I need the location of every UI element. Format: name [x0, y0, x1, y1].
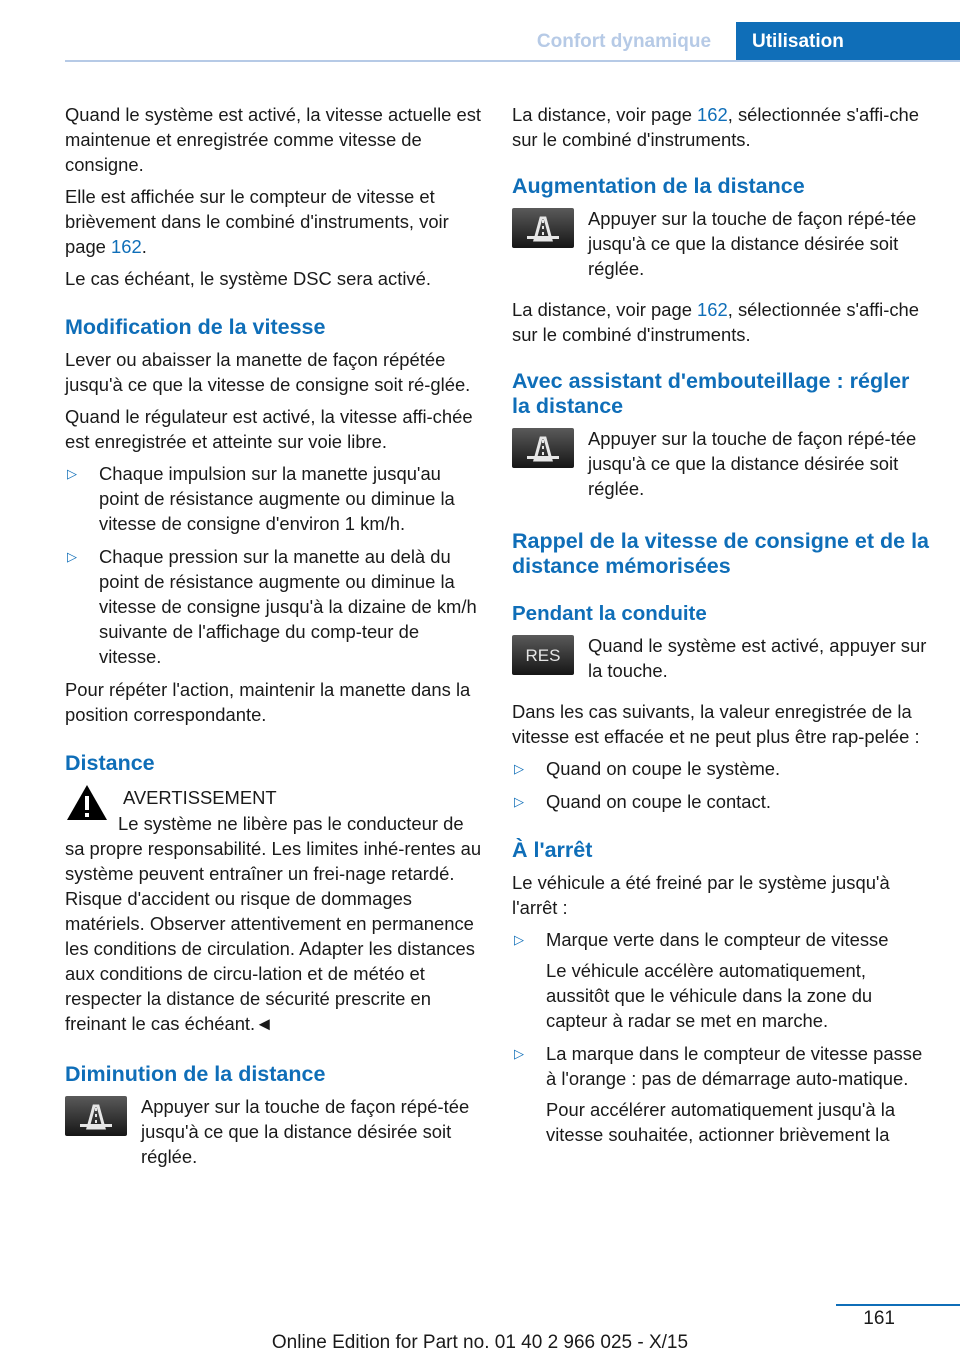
heading-pendant: Pendant la conduite	[512, 602, 707, 625]
bullet-icon: ▷	[514, 794, 524, 809]
road-distance-icon	[525, 434, 561, 462]
res-button-icon	[512, 635, 574, 675]
right-column	[512, 102, 930, 1155]
list-item	[512, 756, 930, 781]
paragraph: Pour répéter l'action, maintenir la manette dans la position correspondante.	[65, 679, 471, 725]
page-header	[0, 0, 960, 62]
distance-button-icon	[65, 1096, 127, 1136]
augmentation-block	[512, 206, 930, 281]
diminution-block	[65, 1094, 483, 1169]
bullet-list	[512, 756, 930, 814]
page-link[interactable]: 162	[697, 299, 728, 320]
paragraph: Le véhicule a été freiné par le système jusqu'à l'arrêt :	[512, 872, 890, 918]
distance-button-icon	[512, 428, 574, 468]
heading-diminution: Diminution de la distance	[65, 1062, 326, 1086]
list-item-detail: Pour accélérer automatiquement jusqu'à la vitesse souhaitée, actionner brièvement la	[546, 1099, 896, 1145]
paragraph-text: .	[141, 236, 147, 257]
res-button-label: RES	[525, 645, 561, 665]
list-item-text: Quand on coupe le système.	[546, 758, 781, 779]
bullet-icon: ▷	[514, 761, 524, 776]
bullet-icon: ▷	[514, 932, 524, 947]
page-link[interactable]: 162	[111, 236, 142, 257]
list-item	[512, 1041, 930, 1147]
bullet-list	[65, 461, 483, 669]
left-column	[65, 102, 483, 1169]
paragraph: Quand le système est activé, la vitesse actuelle est maintenue et enregistrée comme vitesse de consigne.	[65, 104, 482, 175]
paragraph: Appuyer sur la touche de façon répé‐tée jusqu'à ce que la distance désirée soit réglée.	[588, 208, 917, 279]
list-item-text: Chaque pression sur la manette au delà du point de résistance augmente ou diminue la vitesse de consigne jusqu'à la dizaine de km/h suivante de l'affichage du comp‐teur de vitesse.	[99, 546, 477, 667]
heading-distance: Distance	[65, 751, 155, 775]
paragraph: Dans les cas suivants, la valeur enregistrée de la vitesse est effacée et ne peut plus être rap‐pelée :	[512, 701, 920, 747]
list-item	[512, 927, 930, 1033]
heading-augmentation: Augmentation de la distance	[512, 174, 805, 198]
paragraph: Quand le régulateur est activé, la vitesse affi‐chée est enregistrée et atteinte sur voie libre.	[65, 406, 473, 452]
header-rule	[65, 60, 960, 62]
list-item	[512, 789, 930, 814]
chapter-tab[interactable]: Utilisation	[736, 22, 960, 62]
paragraph	[512, 102, 930, 152]
road-distance-icon	[525, 214, 561, 242]
road-distance-icon	[78, 1102, 114, 1130]
paragraph: Quand le système est activé, appuyer sur la touche.	[588, 635, 927, 681]
paragraph-text: La distance, voir page	[512, 104, 698, 125]
distance-button-icon	[512, 208, 574, 248]
paragraph	[512, 297, 930, 347]
list-item-text: Quand on coupe le contact.	[546, 791, 771, 812]
page-footer	[0, 1290, 960, 1362]
paragraph-text: , sélectionnée s'affi‐che sur le combiné d'instruments.	[512, 299, 920, 345]
warning-text	[65, 811, 483, 1036]
list-item	[65, 461, 483, 536]
edition-text: Online Edition for Part no. 01 40 2 966 025 - X/15	[271, 1332, 689, 1353]
pendant-block	[512, 633, 930, 683]
list-item-text: Marque verte dans le compteur de vitesse	[546, 929, 889, 950]
list-item-text: Chaque impulsion sur la manette jusqu'au point de résistance augmente ou diminue la vitesse de consigne d'environ 1 km/h.	[99, 463, 455, 534]
paragraph	[65, 184, 483, 259]
warning-text-body: Le système ne libère pas le conducteur de sa propre responsabilité. Les limites inhé‐rentes au système peuvent entraîner un frei‐nage retardé. Risque d'accident ou risque de dommages matériels. Observer attentivement en permanence les conditions de circulation. Adapter les distances aux conditions de circu‐lation et de météo et respecter la distance de sécurité prescrite en freinant le cas échéant.◄	[65, 813, 482, 1034]
paragraph-text: La distance, voir page	[512, 299, 698, 320]
assistant-block	[512, 426, 930, 501]
page-number: 161	[863, 1308, 895, 1329]
bullet-icon: ▷	[67, 549, 77, 564]
bullet-list	[512, 927, 930, 1147]
bullet-icon: ▷	[514, 1046, 524, 1061]
list-item-detail: Le véhicule accélère automatiquement, aussitôt que le véhicule dans la zone du capteur à radar se met en marche.	[546, 960, 873, 1031]
paragraph: Appuyer sur la touche de façon répé‐tée jusqu'à ce que la distance désirée soit réglée.	[141, 1096, 470, 1167]
heading-rappel: Rappel de la vitesse de consigne et de la distance mémorisées	[512, 529, 930, 578]
paragraph-text: , sélectionnée s'affi‐che sur le combiné d'instruments.	[512, 104, 920, 150]
paragraph-text: Elle est affichée sur le compteur de vitesse et brièvement dans le combiné d'instruments, voir page	[65, 186, 449, 257]
paragraph: Lever ou abaisser la manette de façon répétée jusqu'à ce que la vitesse de consigne soit ré‐glée.	[65, 349, 471, 395]
section-tab[interactable]: Confort dynamique	[536, 31, 712, 52]
bullet-icon: ▷	[67, 466, 77, 481]
page-link[interactable]: 162	[697, 104, 728, 125]
paragraph: Appuyer sur la touche de façon répé‐tée jusqu'à ce que la distance désirée soit réglée.	[588, 428, 917, 499]
warning-title: AVERTISSEMENT	[123, 787, 277, 808]
paragraph: Le cas échéant, le système DSC sera activé.	[65, 268, 431, 289]
heading-arret: À l'arrêt	[512, 838, 593, 862]
heading-assistant: Avec assistant d'embouteillage : régler la distance	[512, 369, 910, 418]
list-item	[65, 544, 483, 669]
list-item-text: La marque dans le compteur de vitesse passe à l'orange : pas de démarrage auto‐matique.	[546, 1043, 923, 1089]
footer-rule	[836, 1304, 960, 1306]
heading-modification: Modification de la vitesse	[65, 315, 326, 339]
